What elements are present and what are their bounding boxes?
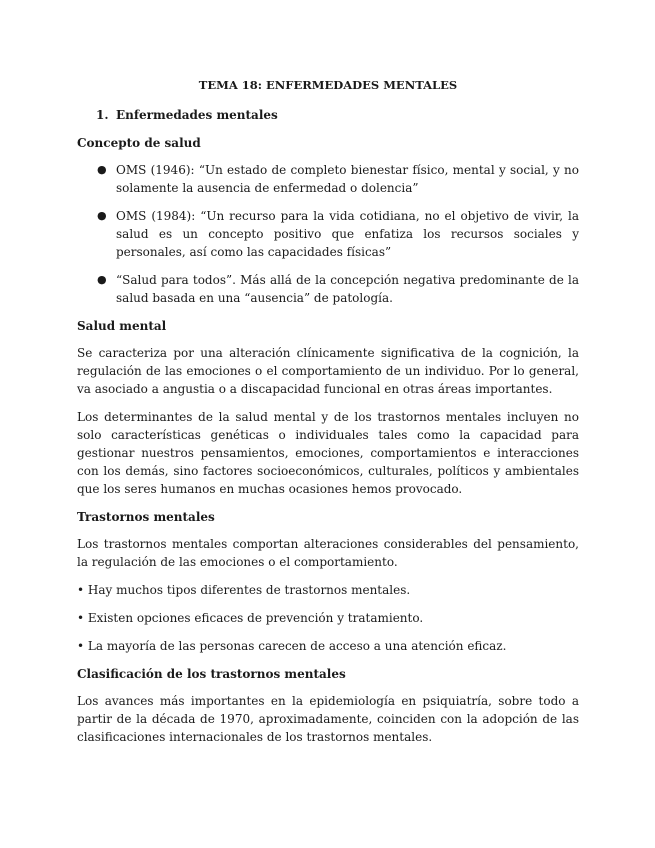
- salud-mental-paragraph-2: Los determinantes de la salud mental y de los trastornos mentales incluyen no solo características genéticas o individuales tales como la capacidad para gestionar nuestros pensamientos, emociones, comportamientos e interacciones con los demás, sino factores socioeconómicos, culturales, políticos y ambientales que los seres humanos en muchas ocasiones hemos provocado.: [77, 410, 579, 496]
- bullet-icon: ●: [97, 163, 107, 176]
- section-title: Enfermedades mentales: [116, 108, 278, 122]
- section-heading: [96, 107, 579, 123]
- trastornos-intro: Los trastornos mentales comportan alteraciones considerables del pensamiento, la regulación de las emociones o el comportamiento.: [77, 537, 579, 569]
- clasificacion-heading: Clasificación de los trastornos mentales: [77, 667, 346, 681]
- salud-mental-heading: Salud mental: [77, 319, 167, 333]
- list-item: [77, 271, 579, 307]
- bullet-text: “Salud para todos”. Más allá de la concepción negativa predominante de la salud basada en una “ausencia” de patología.: [116, 273, 579, 305]
- salud-mental-paragraph-1: Se caracteriza por una alteración clínicamente significativa de la cognición, la regulación de las emociones o el comportamiento de un individuo. Por lo general, va asociado a angustia o a discapacidad funcional en otras áreas importantes.: [77, 346, 579, 396]
- bullet-text: OMS (1984): “Un recurso para la vida cotidiana, no el objetivo de vivir, la salud es un concepto positivo que enfatiza los recursos sociales y personales, así como las capacidades físicas”: [116, 209, 579, 259]
- list-item: [77, 161, 579, 197]
- section-number: 1.: [96, 108, 109, 122]
- concepto-bullet-list: [77, 161, 579, 307]
- document-title: TEMA 18: ENFERMEDADES MENTALES: [198, 78, 458, 92]
- trastornos-point: • Existen opciones eficaces de prevención y tratamiento.: [77, 611, 424, 625]
- clasificacion-paragraph: Los avances más importantes en la epidemiología en psiquiatría, sobre todo a partir de la década de 1970, aproximadamente, coinciden con la adopción de las clasificaciones internacionales de los trastornos mentales.: [77, 694, 579, 744]
- trastornos-point: • Hay muchos tipos diferentes de trastornos mentales.: [77, 583, 411, 597]
- trastornos-point: • La mayoría de las personas carecen de acceso a una atención eficaz.: [77, 639, 507, 653]
- bullet-icon: ●: [97, 273, 107, 286]
- concepto-heading: Concepto de salud: [77, 136, 201, 150]
- list-item: [77, 207, 579, 261]
- bullet-icon: ●: [97, 209, 107, 222]
- trastornos-heading: Trastornos mentales: [77, 510, 215, 524]
- bullet-text: OMS (1946): “Un estado de completo bienestar físico, mental y social, y no solamente la ausencia de enfermedad o dolencia”: [116, 163, 579, 195]
